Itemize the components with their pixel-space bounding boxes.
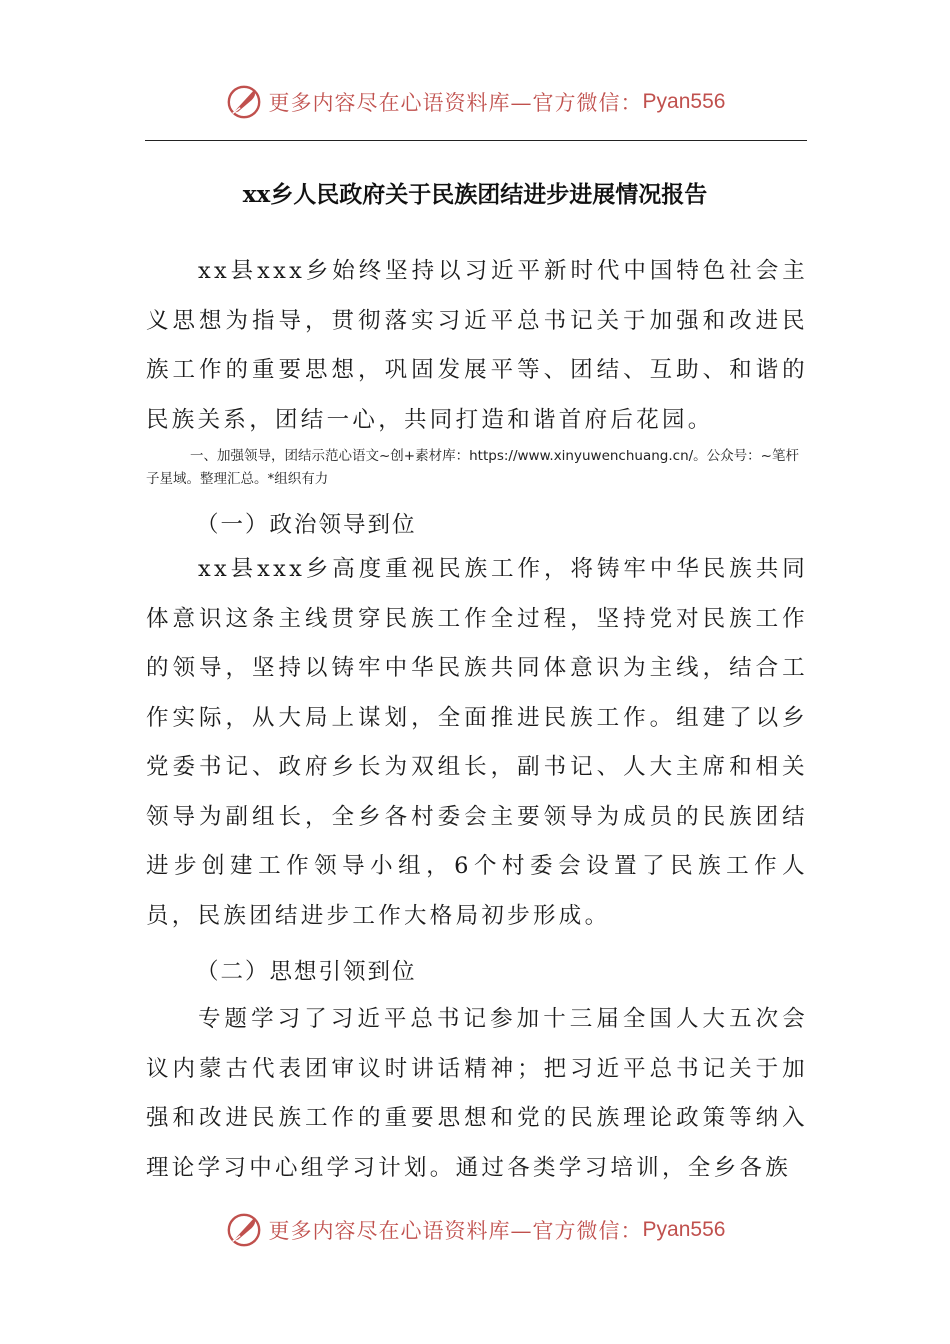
intro-paragraph: xx县xxx乡始终坚持以习近平新时代中国特色社会主义思想为指导，贯彻落实习近平总书记关于加强和改进民族工作的重要思想，巩固发展平等、团结、互助、和谐的民族关系，团结一心，共同打造和谐首府后花园。 (146, 258, 808, 433)
document-title: xx乡人民政府关于民族团结进步进展情况报告 (242, 181, 708, 208)
section-heading-1: 一、加强领导，团结示范心语文~创+素材库：https://www.xinyuwenchuang.cn/。公众号：~笔杆子星域。整理汇总。*组织有力 (146, 448, 799, 487)
quill-logo-icon (225, 83, 263, 121)
banner-text: 更多内容尽在心语资料库—官方微信： (268, 91, 643, 115)
subheading-political-leadership: （一）政治领导到位 (196, 512, 417, 538)
banner-text: 更多内容尽在心语资料库—官方微信： (268, 1219, 643, 1243)
header-banner (0, 82, 950, 122)
paragraph-political-leadership: xx县xxx乡高度重视民族工作，将铸牢中华民族共同体意识这条主线贯穿民族工作全过程，坚持党对民族工作的领导，坚持以铸牢中华民族共同体意识为主线，结合工作实际，从大局上谋划，全面推进民族工作。组建了以乡党委书记、政府乡长为双组长，副书记、人大主席和相关领导为副组长，全乡各村委会主要领导为成员的民族团结进步创建工作领导小组，6个村委会设置了民族工作人员，民族团结进步工作大格局初步形成。 (146, 556, 808, 929)
header-divider (145, 140, 807, 141)
paragraph-ideological-guidance: 专题学习了习近平总书记参加十三届全国人大五次会议内蒙古代表团审议时讲话精神；把习近平总书记关于加强和改进民族工作的重要思想和党的民族理论政策等纳入理论学习中心组学习计划。通过各类学习培训，全乡各族 (146, 1006, 808, 1181)
banner-wechat-id: Pyan556 (642, 90, 726, 113)
subheading-ideological-guidance: （二）思想引领到位 (196, 959, 417, 985)
banner-wechat-id: Pyan556 (642, 1218, 726, 1241)
footer-banner (0, 1210, 950, 1250)
quill-logo-icon (225, 1211, 263, 1249)
